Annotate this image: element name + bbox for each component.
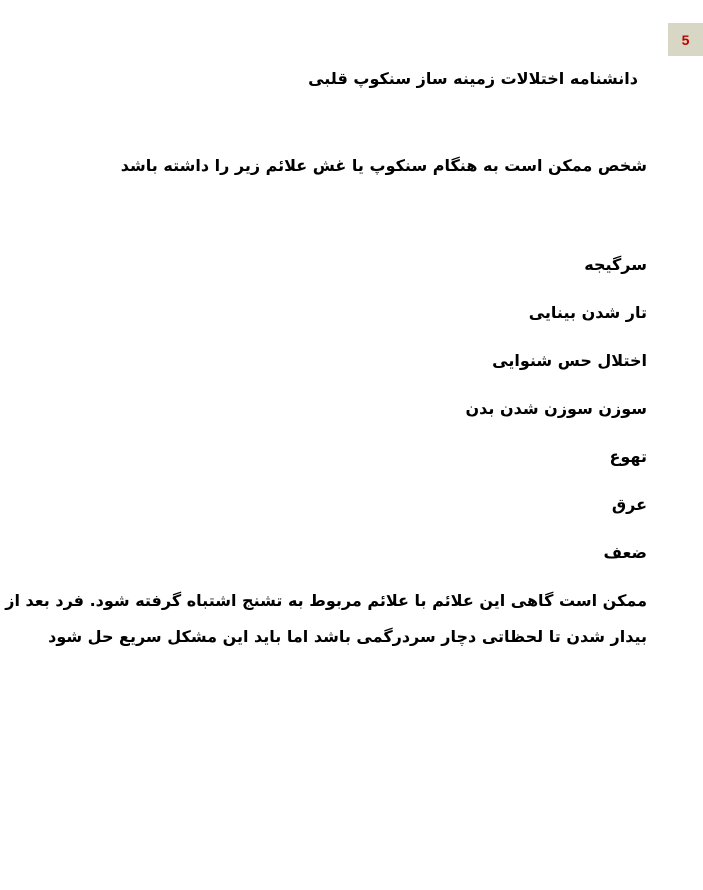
note-paragraph [5, 583, 647, 655]
note-line: ممکن است گاهی این علائم با علائم مربوط به تشنج اشتباه گرفته شود. فرد بعد از [5, 591, 647, 610]
list-item: عرق [611, 495, 647, 514]
list-item: ضعف [603, 543, 647, 562]
list-item: تار شدن بینایی [528, 303, 647, 322]
symptom-list [465, 255, 647, 591]
note-line: بیدار شدن تا لحظاتی دچار سردرگمی باشد اما باید این مشکل سریع حل شود [48, 627, 647, 646]
list-item: تهوع [609, 447, 647, 466]
list-item: اختلال حس شنوایی [492, 351, 647, 370]
list-item: سوزن سوزن شدن بدن [465, 399, 647, 418]
list-item: سرگیجه [584, 255, 647, 274]
page-number: 5 [668, 23, 703, 56]
document-title: دانشنامه اختلالات زمینه ساز سنکوپ قلبی [308, 69, 638, 88]
intro-paragraph: شخص ممکن است به هنگام سنکوپ یا غش علائم زیر را داشته باشد [120, 156, 647, 175]
